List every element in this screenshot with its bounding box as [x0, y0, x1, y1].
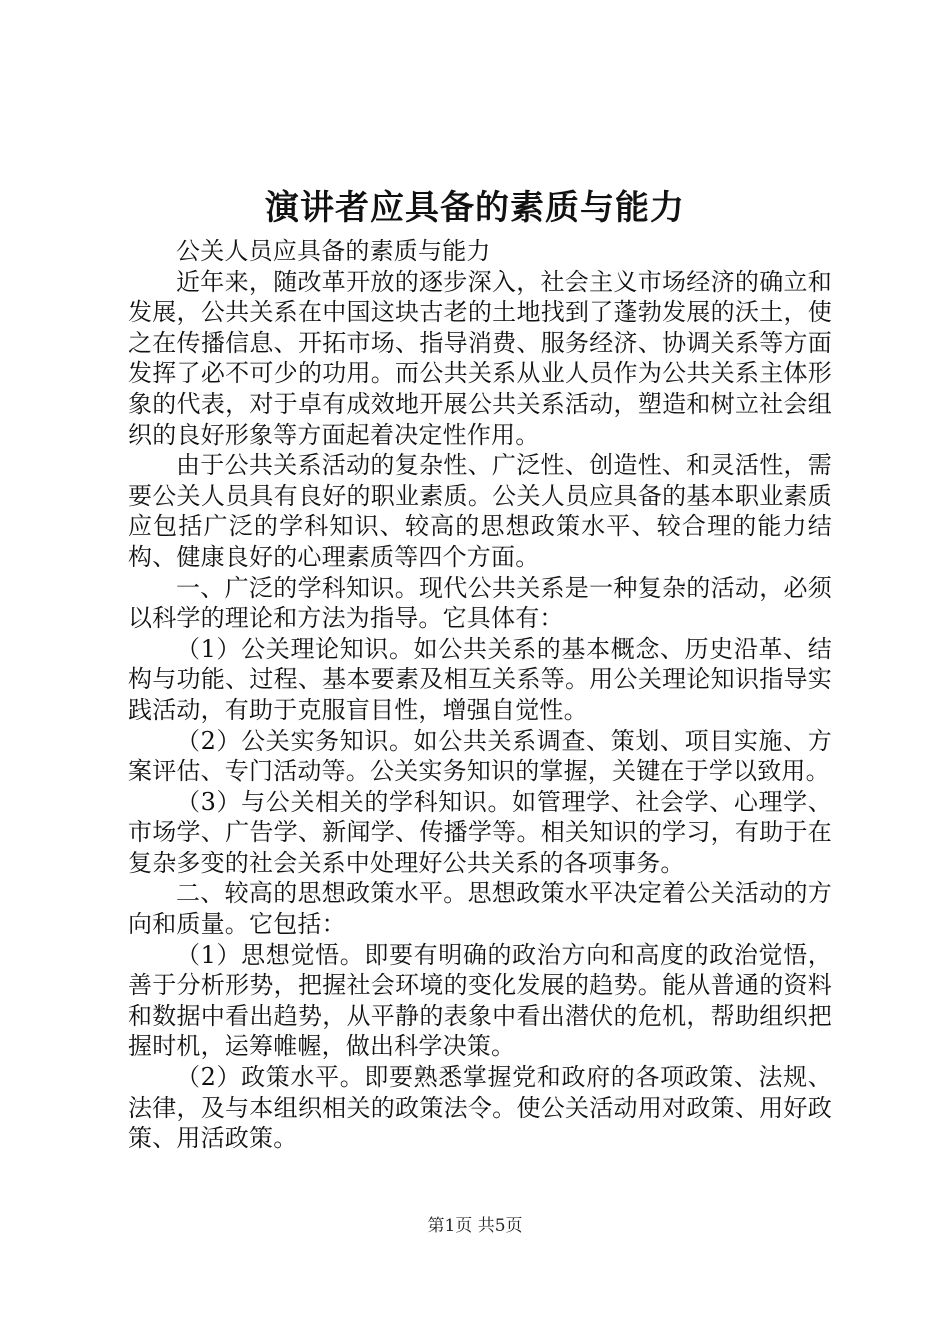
page-number-footer: 第1页 共5页: [427, 1216, 523, 1236]
document-body: [128, 236, 832, 1154]
paragraph: （2）政策水平。即要熟悉掌握党和政府的各项政策、法规、法律，及与本组织相关的政策法令。使公关活动用对政策、用好政策、用活政策。: [128, 1063, 832, 1153]
paragraph: 近年来，随改革开放的逐步深入，社会主义市场经济的确立和发展，公共关系在中国这块古老的土地找到了蓬勃发展的沃土，使之在传播信息、开拓市场、指导消费、服务经济、协调关系等方面发挥了必不可少的功用。而公共关系从业人员作为公共关系主体形象的代表，对于卓有成效地开展公共关系活动，塑造和树立社会组织的良好形象等方面起着决定性作用。: [128, 267, 832, 449]
paragraph: 二、较高的思想政策水平。思想政策水平决定着公关活动的方向和质量。它包括：: [128, 879, 832, 939]
paragraph: （1）思想觉悟。即要有明确的政治方向和高度的政治觉悟，善于分析形势，把握社会环境的变化发展的趋势。能从普通的资料和数据中看出趋势，从平静的表象中看出潜伏的危机，帮助组织把握时机，运筹帷幄，做出科学决策。: [128, 940, 832, 1061]
paragraph: 一、广泛的学科知识。现代公共关系是一种复杂的活动，必须以科学的理论和方法为指导。它具体有：: [128, 573, 832, 633]
paragraph: （3）与公关相关的学科知识。如管理学、社会学、心理学、市场学、广告学、新闻学、传播学等。相关知识的学习，有助于在复杂多变的社会关系中处理好公共关系的各项事务。: [128, 787, 832, 877]
paragraph: 由于公共关系活动的复杂性、广泛性、创造性、和灵活性，需要公关人员具有良好的职业素质。公关人员应具备的基本职业素质应包括广泛的学科知识、较高的思想政策水平、较合理的能力结构、健康良好的心理素质等四个方面。: [128, 451, 832, 571]
paragraph: （2）公关实务知识。如公共关系调查、策划、项目实施、方案评估、专门活动等。公关实务知识的掌握，关键在于学以致用。: [128, 726, 832, 786]
paragraph: （1）公关理论知识。如公共关系的基本概念、历史沿革、结构与功能、过程、基本要素及相互关系等。用公关理论知识指导实践活动，有助于克服盲目性，增强自觉性。: [128, 634, 832, 724]
document-title: 演讲者应具备的素质与能力: [265, 188, 685, 228]
paragraph-subtitle: 公关人员应具备的素质与能力: [176, 237, 491, 265]
